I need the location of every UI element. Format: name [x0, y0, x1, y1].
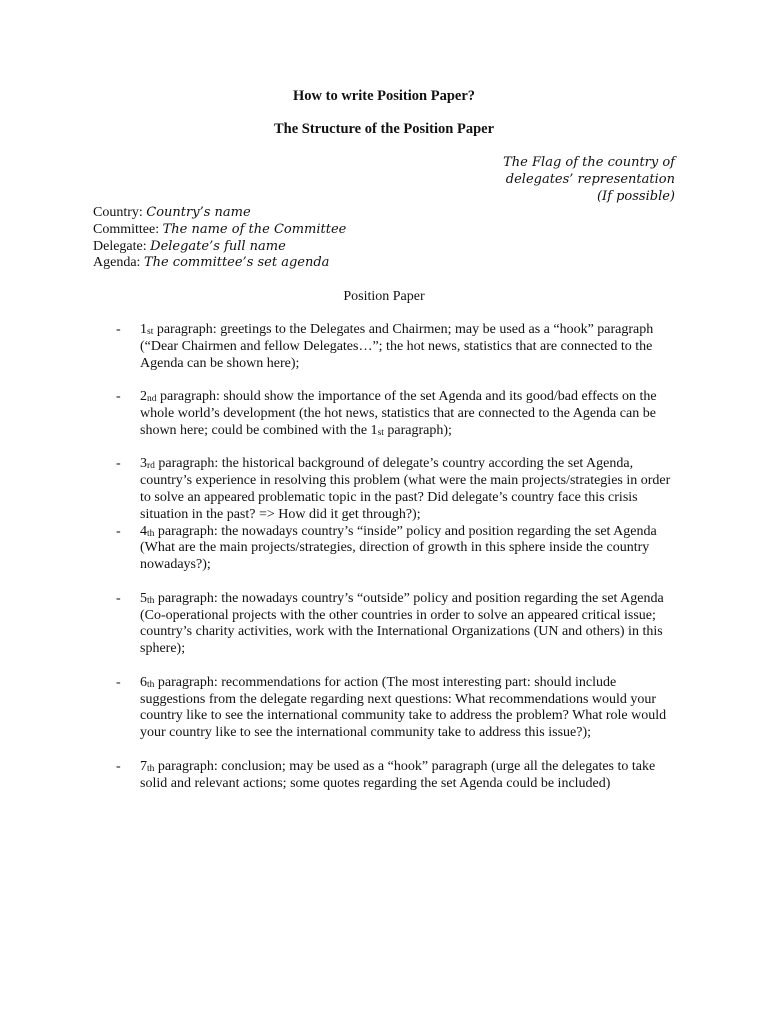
- page-title: How to write Position Paper?: [292, 88, 476, 104]
- field-label: Delegate:: [93, 238, 151, 254]
- ordinal-suffix: nd: [147, 394, 157, 405]
- ordinal-suffix: st: [147, 327, 154, 337]
- list-item-text: [140, 524, 676, 574]
- list-item-text: [140, 389, 676, 439]
- dash-bullet: -: [116, 456, 121, 472]
- field-agenda: [93, 255, 346, 272]
- ordinal-number: 6: [140, 674, 147, 690]
- ordinal-number: 2: [140, 389, 147, 405]
- list-item-paragraph-4: [116, 524, 676, 574]
- field-delegate: [93, 239, 346, 256]
- dash-bullet: -: [116, 674, 121, 690]
- paragraph-description: paragraph: should show the importance of the set Agenda and its good/bad effects on the whole world’s development (the hot news, statistics that are connected to the Agenda can be shown here; could be combined with the 1: [140, 389, 657, 438]
- dash-bullet: -: [116, 758, 121, 774]
- field-value: The committee’s set agenda: [143, 255, 330, 271]
- list-item-paragraph-6: [116, 675, 676, 742]
- dash-bullet: -: [116, 389, 121, 405]
- section-title: Position Paper: [343, 289, 425, 304]
- field-label: Committee:: [93, 221, 163, 237]
- dash-bullet: -: [116, 523, 121, 539]
- ordinal-number: 4: [140, 523, 147, 539]
- field-value: Delegate’s full name: [150, 238, 286, 254]
- list-item-paragraph-1: [116, 322, 676, 372]
- list-item-paragraph-3: [116, 456, 676, 523]
- header-fields: [93, 205, 346, 272]
- ordinal-suffix: rd: [147, 461, 155, 472]
- ordinal-number: 3: [140, 456, 147, 472]
- list-item-text: [140, 675, 676, 742]
- paragraph-description: paragraph: conclusion; may be used as a “hook” paragraph (urge all the delegates to take solid and relevant actions; some quotes regarding the set Agenda could be included): [140, 758, 656, 791]
- page-subtitle: The Structure of the Position Paper: [273, 121, 495, 137]
- paragraph-description-tail: paragraph);: [383, 422, 452, 438]
- flag-note-line: delegates’ representation: [505, 171, 675, 187]
- list-item-text: [140, 456, 676, 523]
- list-item-paragraph-7: [116, 759, 676, 793]
- dash-bullet: -: [116, 590, 121, 606]
- list-item-paragraph-5: [116, 591, 676, 658]
- ordinal-suffix: th: [147, 595, 155, 606]
- ordinal-suffix: th: [147, 679, 155, 690]
- list-item-text: [140, 759, 676, 793]
- ordinal-suffix: st: [377, 427, 384, 438]
- paragraph-description: paragraph: the nowadays country’s “inside” policy and position regarding the set Agenda (What are the main projects/strategies, direction of growth in this sphere inside the country nowadays?);: [140, 523, 657, 573]
- list-item-text: [140, 591, 676, 658]
- ordinal-number: 1: [140, 322, 147, 337]
- field-value: Country’s name: [146, 205, 251, 220]
- field-value: The name of the Committee: [162, 221, 347, 237]
- paragraph-description: paragraph: greetings to the Delegates and Chairmen; may be used as a “hook” paragraph (“Dear Chairmen and fellow Delegates…”; the hot news, statistics that are connected to the Agenda can be shown here);: [140, 322, 654, 371]
- flag-placeholder-note: [375, 155, 675, 205]
- paragraph-description: paragraph: recommendations for action (The most interesting part: should include suggestions from the delegate regarding next questions: What recommendations would your country like to see the international community take to address the problem? What role would your country like to see the international community take to address this issue?);: [140, 674, 667, 741]
- list-item-paragraph-2: [116, 389, 676, 439]
- flag-note-line: (If possible): [596, 188, 675, 204]
- paragraph-description: paragraph: the historical background of delegate’s country according the set Agenda, country’s experience in resolving this problem (what were the main projects/strategies in order to solve an appeared problematic topic in the past? Did delegate’s country face this crisis situation in the past? => How did it get through?);: [140, 456, 671, 522]
- ordinal-suffix: th: [147, 763, 155, 774]
- paragraph-description: paragraph: the nowadays country’s “outside” policy and position regarding the set Agenda (Co-operational projects with the other countries in order to solve an appeared critical issue; country’s charity activities, work with the International Organizations (UN and others) in this sphere);: [140, 590, 664, 657]
- list-item-text: [140, 322, 676, 372]
- dash-bullet: -: [116, 322, 121, 337]
- flag-note-line: The Flag of the country of: [503, 155, 675, 170]
- field-committee: [93, 222, 346, 239]
- ordinal-number: 5: [140, 590, 147, 606]
- paragraph-list: [116, 322, 676, 792]
- ordinal-suffix: th: [147, 528, 155, 539]
- ordinal-number: 7: [140, 758, 147, 774]
- field-label: Agenda:: [93, 255, 144, 271]
- field-label: Country:: [93, 205, 147, 220]
- field-country: [93, 205, 346, 222]
